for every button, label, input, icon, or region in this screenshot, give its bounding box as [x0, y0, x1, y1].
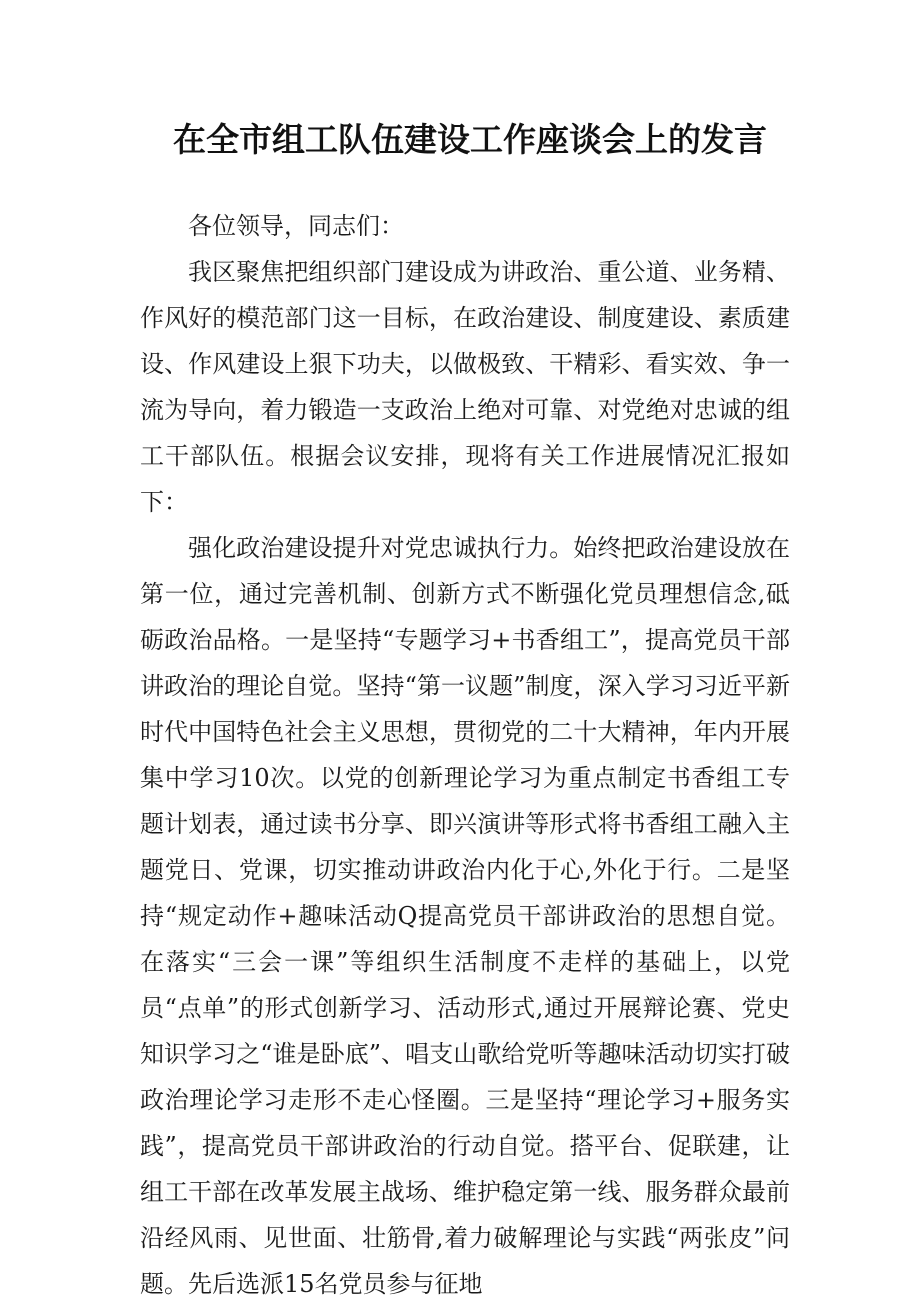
paragraph-intro: 我区聚焦把组织部门建设成为讲政治、重公道、业务精、作风好的模范部门这一目标，在政治建设、制度建设、素质建设、作风建设上狠下功夫，以做极致、干精彩、看实效、争一流为导向，着力锻造一支政治上绝对可靠、对党绝对忠诚的组工干部队伍。根据会议安排，现将有关工作进展情况汇报如下： [140, 258, 790, 516]
salutation: 各位领导，同志们： [188, 212, 404, 240]
document-title: 在全市组工队伍建设工作座谈会上的发言 [173, 120, 767, 159]
paragraph-political-building: 强化政治建设提升对党忠诚执行力。始终把政治建设放在第一位，通过完善机制、创新方式不断强化党员理想信念,砥砺政治品格。一是坚持“专题学习+书香组工”，提高党员干部讲政治的理论自觉。坚持“第一议题”制度，深入学习习近平新时代中国特色社会主义思想，贯彻党的二十大精神，年内开展集中学习10次。以党的创新理论学习为重点制定书香组工专题计划表，通过读书分享、即兴演讲等形式将书香组工融入主题党日、党课，切实推动讲政治内化于心,外化于行。二是坚持“规定动作+趣味活动Q提高党员干部讲政治的思想自觉。在落实“三会一课”等组织生活制度不走样的基础上，以党员“点单”的形式创新学习、活动形式,通过开展辩论赛、党史知识学习之“谁是卧底”、唱支山歌给党听等趣味活动切实打破政治理论学习走形不走心怪圈。三是坚持“理论学习+服务实践”，提高党员干部讲政治的行动自觉。搭平台、促联建，让组工干部在改革发展主战场、维护稳定第一线、服务群众最前沿经风雨、见世面、壮筋骨,着力破解理论与实践“两张皮”问题。先后选派15名党员参与征地 [140, 534, 790, 1298]
document-body [140, 203, 790, 1307]
